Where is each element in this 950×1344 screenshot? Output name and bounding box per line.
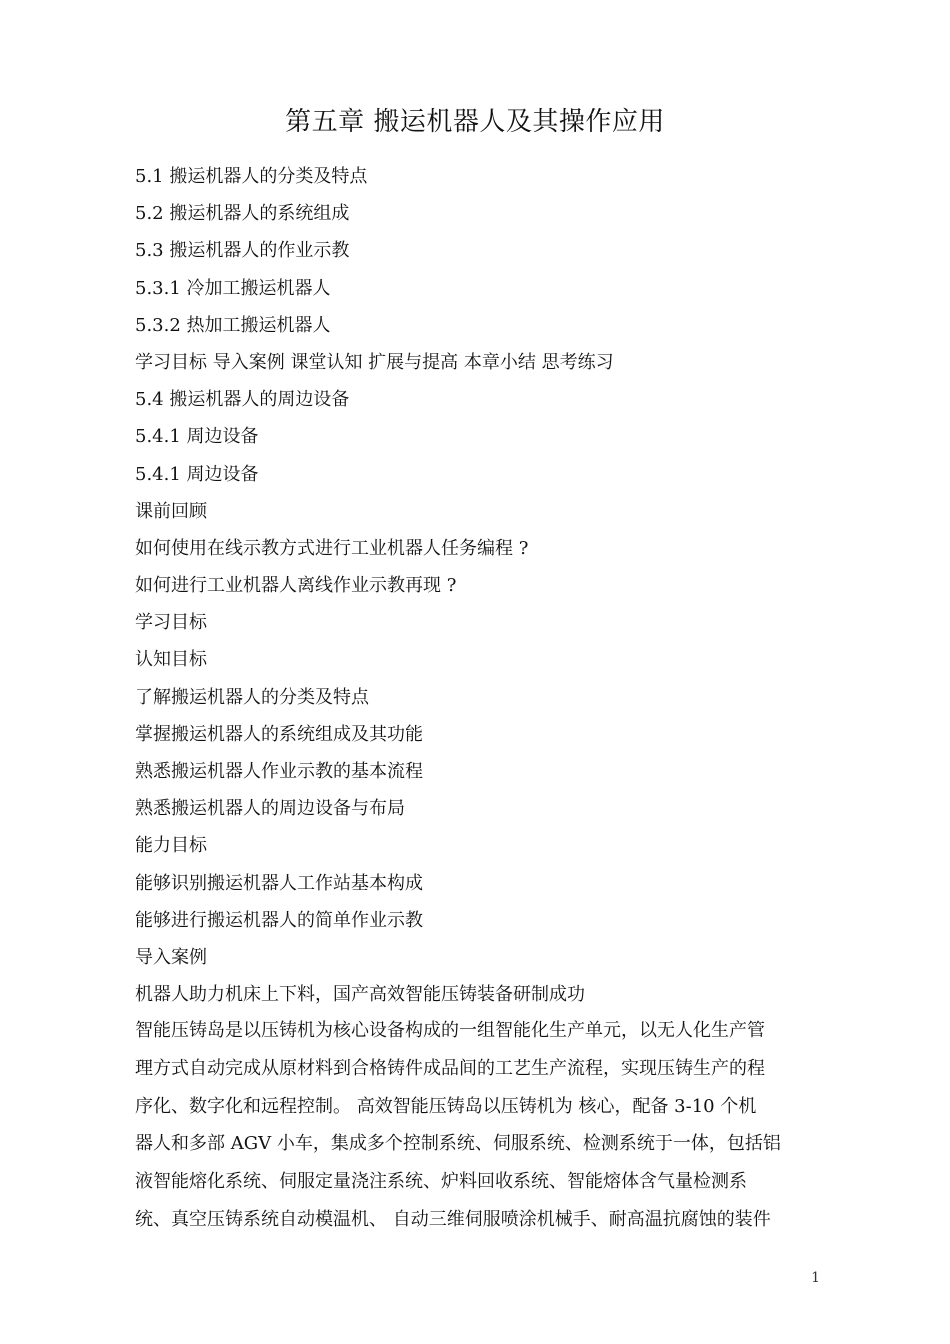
paragraph-line: 理方式自动完成从原材料到合格铸件成品间的工艺生产流程，实现压铸生产的程	[135, 1057, 765, 1079]
paragraph-line: 器人和多部 AGV 小车，集成多个控制系统、伺服系统、检测系统于一体，包括铝	[135, 1133, 781, 1155]
text-line: 熟悉搬运机器人的周边设备与布局	[135, 798, 405, 820]
text-line: 掌握搬运机器人的系统组成及其功能	[135, 723, 423, 745]
text-line: 5.3.2 热加工搬运机器人	[135, 314, 331, 336]
page-number: 1	[811, 1270, 820, 1286]
text-line: 学习目标	[135, 612, 207, 634]
paragraph-line: 统、真空压铸系统自动模温机、 自动三维伺服喷涂机械手、耐高温抗腐蚀的装件	[135, 1208, 771, 1230]
text-line: 5.4 搬运机器人的周边设备	[135, 389, 350, 411]
text-line: 5.4.1 周边设备	[135, 463, 259, 485]
text-line: 5.2 搬运机器人的系统组成	[135, 203, 350, 225]
text-line: 如何进行工业机器人离线作业示教再现 ?	[135, 575, 457, 597]
text-line: 如何使用在线示教方式进行工业机器人任务编程 ?	[135, 537, 529, 559]
paragraph-line: 序化、数字化和远程控制。 高效智能压铸岛以压铸机为 核心，配备 3-10 个机	[135, 1095, 757, 1117]
text-line: 5.4.1 周边设备	[135, 426, 259, 448]
paragraph-line: 智能压铸岛是以压铸机为核心设备构成的一组智能化生产单元，以无人化生产管	[135, 1020, 765, 1041]
text-line: 导入案例	[135, 946, 207, 968]
text-line: 了解搬运机器人的分类及特点	[135, 686, 369, 708]
text-line: 能够进行搬运机器人的简单作业示教	[135, 909, 423, 931]
paragraph-line: 液智能熔化系统、伺服定量浇注系统、炉料回收系统、智能熔体含气量检测系	[135, 1171, 747, 1193]
text-line: 机器人助力机床上下料，国产高效智能压铸装备研制成功	[135, 984, 585, 1006]
text-line: 熟悉搬运机器人作业示教的基本流程	[135, 761, 423, 782]
outline-lines	[135, 158, 825, 1013]
text-line: 5.3 搬运机器人的作业示教	[135, 240, 350, 262]
case-paragraph	[135, 1012, 825, 1239]
text-line: 认知目标	[135, 649, 207, 671]
text-line: 5.1 搬运机器人的分类及特点	[135, 166, 368, 187]
chapter-title: 第五章 搬运机器人及其操作应用	[285, 107, 665, 137]
text-line: 能够识别搬运机器人工作站基本构成	[135, 872, 423, 894]
text-line: 5.3.1 冷加工搬运机器人	[135, 277, 331, 299]
text-line: 学习目标 导入案例 课堂认知 扩展与提高 本章小结 思考练习	[135, 351, 614, 373]
text-line: 课前回顾	[135, 500, 207, 522]
text-line: 能力目标	[135, 835, 207, 857]
